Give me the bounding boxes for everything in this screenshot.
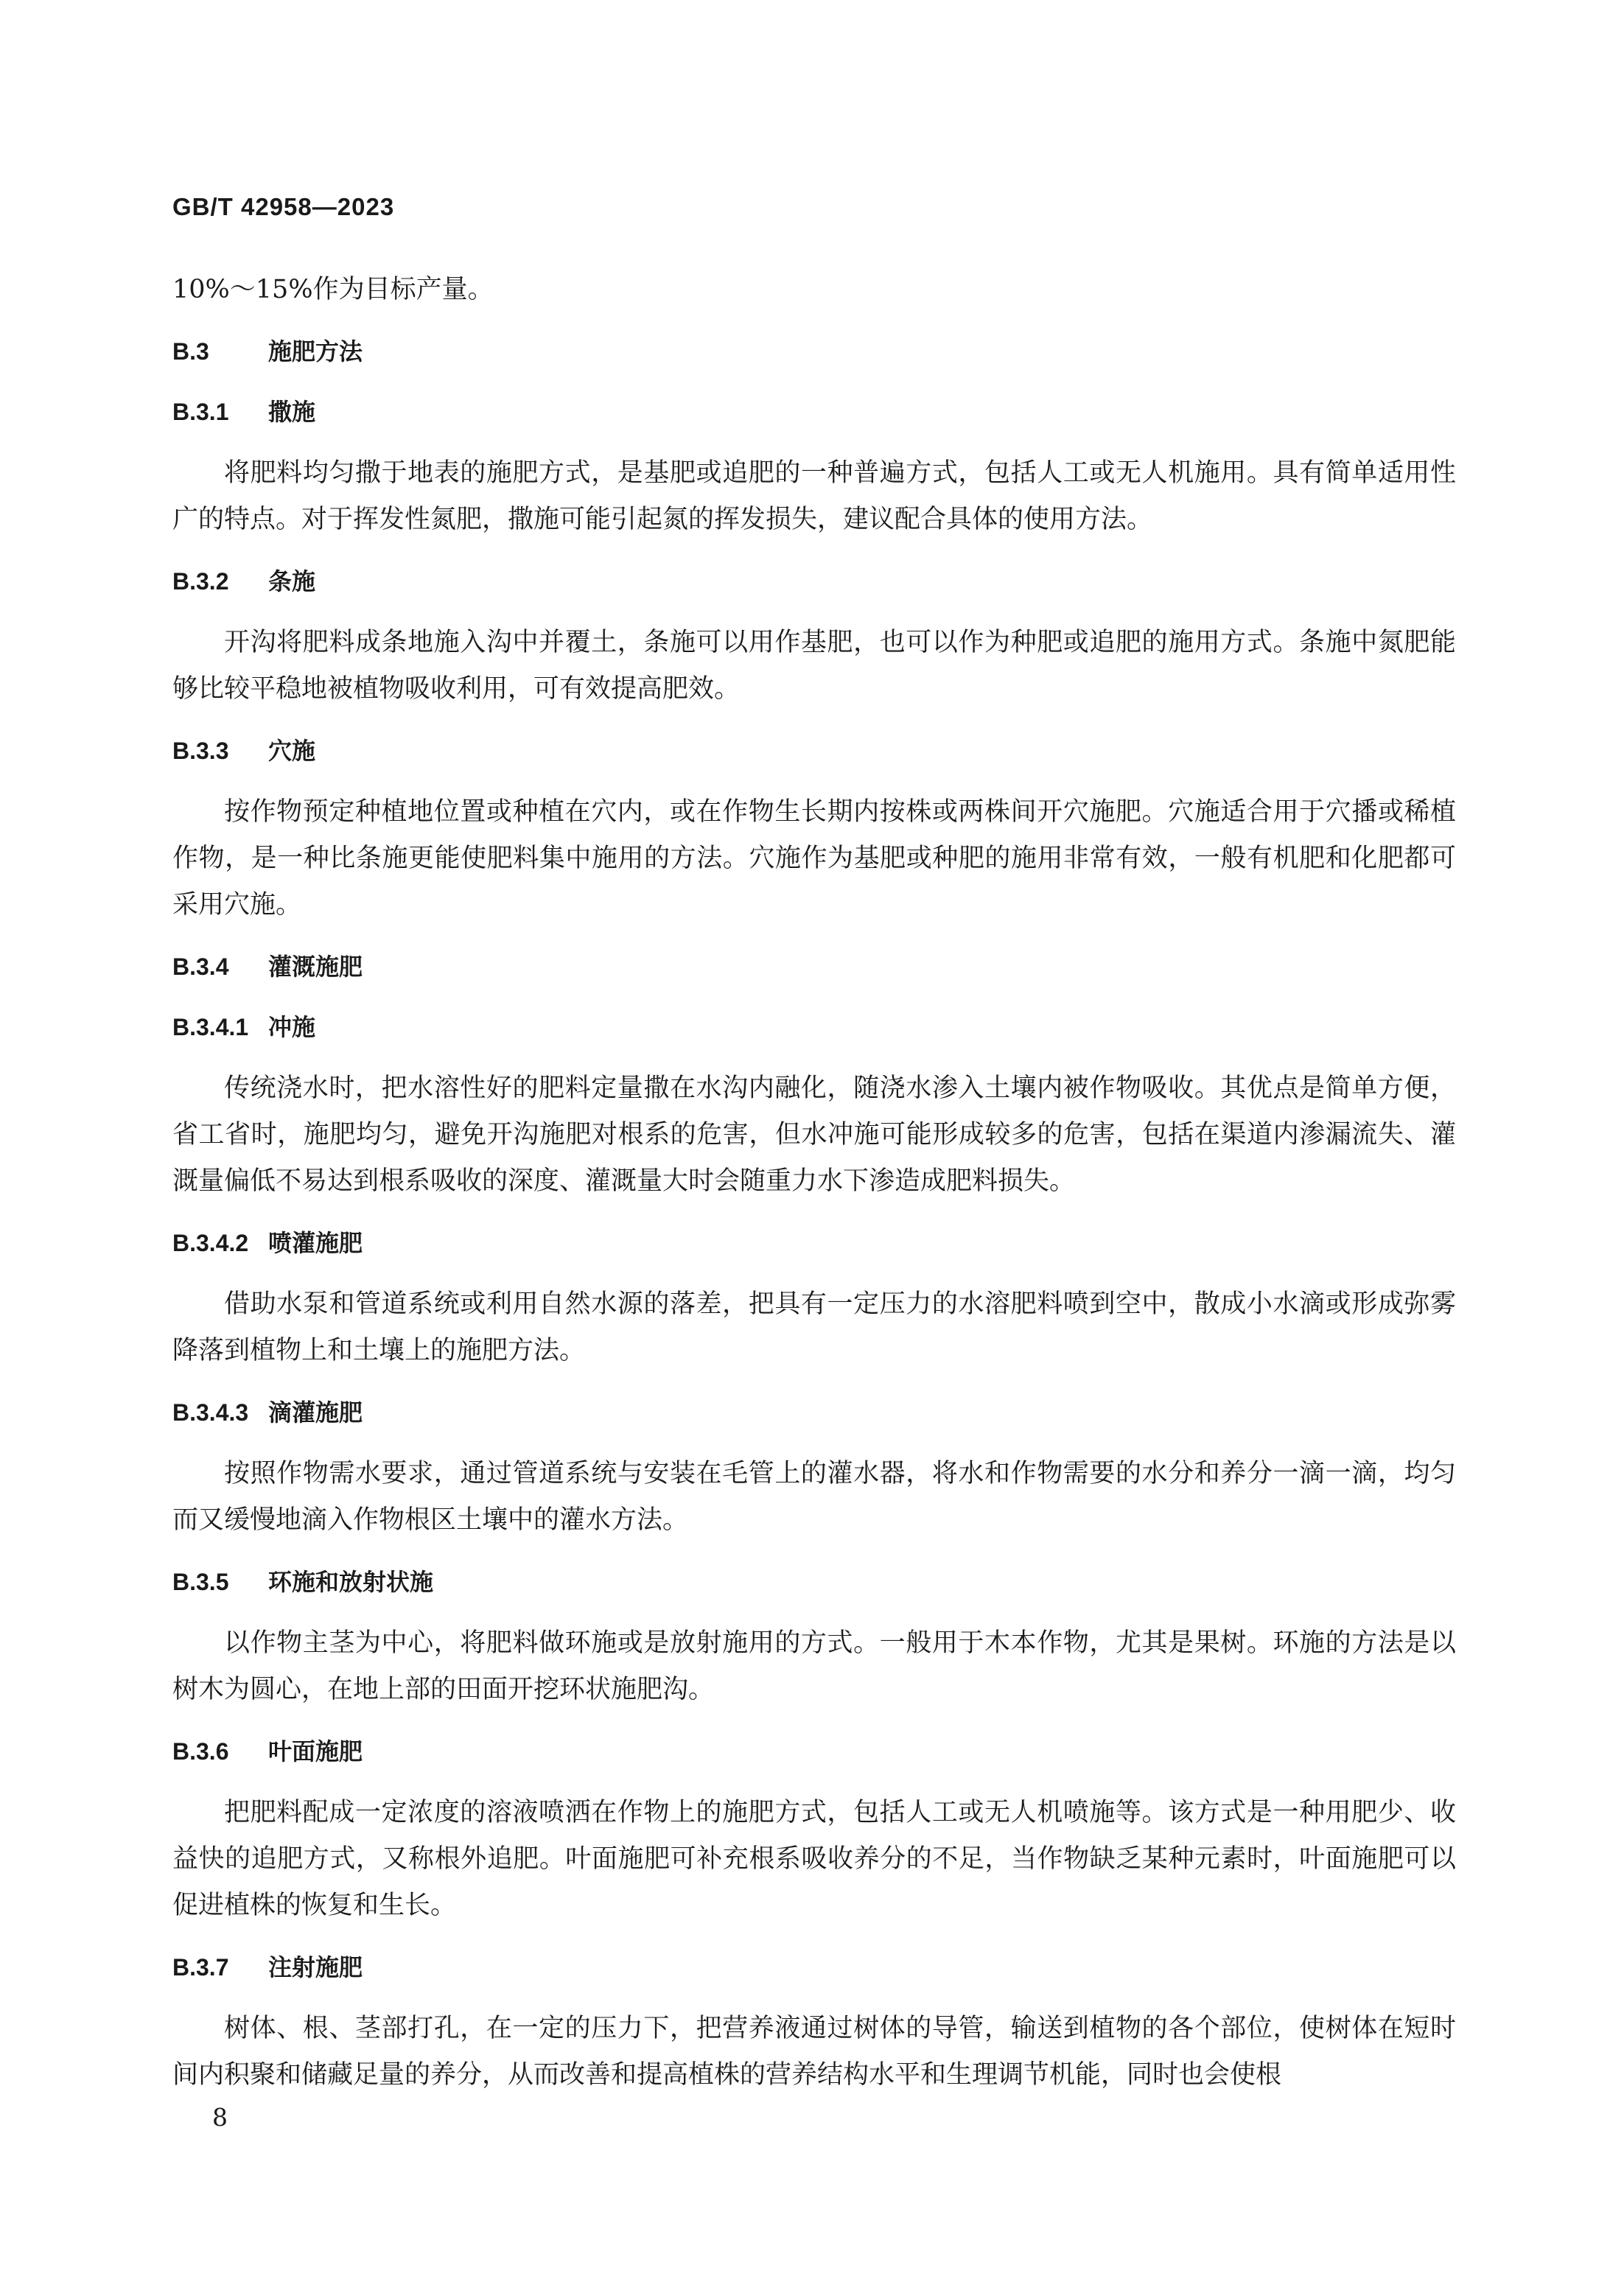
body-paragraph: 将肥料均匀撒于地表的施肥方式，是基肥或追肥的一种普遍方式，包括人工或无人机施用。具有简单适用性广的特点。对于挥发性氮肥，撒施可能引起氮的挥发损失，建议配合具体的使用方法。 [172,458,1456,534]
body-paragraph: 开沟将肥料成条地施入沟中并覆土，条施可以用作基肥，也可以作为种肥或追肥的施用方式。条施中氮肥能够比较平稳地被植物吸收利用，可有效提高肥效。 [172,628,1456,704]
section-title: 穴施 [268,737,316,765]
section-number: B.3.1 [172,399,229,425]
section-title: 撒施 [268,398,316,426]
section-number: B.3.4.2 [172,1230,249,1256]
section-number: B.3 [172,338,209,365]
body-paragraph: 把肥料配成一定浓度的溶液喷洒在作物上的施肥方式，包括人工或无人机喷施等。该方式是一种用肥少、收益快的追肥方式，又称根外追肥。叶面施肥可补充根系吸收养分的不足，当作物缺乏某种元素时，叶面施肥可以促进植株的恢复和生长。 [172,1798,1456,1920]
section-number: B.3.5 [172,1569,229,1595]
body-paragraph: 以作物主茎为中心，将肥料做环施或是放射施用的方式。一般用于木本作物，尤其是果树。环施的方法是以树木为圆心，在地上部的田面开挖环状施肥沟。 [172,1628,1456,1704]
body-paragraph: 按照作物需水要求，通过管道系统与安装在毛管上的灌水器，将水和作物需要的水分和养分一滴一滴，均匀而又缓慢地滴入作物根区土壤中的灌水方法。 [172,1459,1456,1535]
section-title: 环施和放射状施 [268,1568,434,1596]
body-paragraph: 借助水泵和管道系统或利用自然水源的落差，把具有一定压力的水溶肥料喷到空中，散成小水滴或形成弥雾降落到植物上和土壤上的施肥方法。 [172,1289,1456,1365]
body-paragraph: 树体、根、茎部打孔，在一定的压力下，把营养液通过树体的导管，输送到植物的各个部位，使树体在短时间内积聚和储藏足量的养分，从而改善和提高植株的营养结构水平和生理调节机能，同时也会使根 [172,2014,1456,2090]
section-number: B.3.7 [172,1954,229,1981]
section-heading [172,1945,1456,1989]
body-paragraph: 按作物预定种植地位置或种植在穴内，或在作物生长期内按株或两株间开穴施肥。穴施适合用于穴播或稀植作物，是一种比条施更能使肥料集中施用的方法。穴施作为基肥或种肥的施用非常有效，一般有机肥和化肥都可采用穴施。 [172,797,1456,920]
section-number: B.3.2 [172,568,229,595]
document-body [172,267,1456,2115]
section-heading [172,1729,1456,1774]
section-number: B.3.3 [172,738,229,764]
section-number: B.3.6 [172,1738,229,1765]
standard-code: GB/T 42958—2023 [172,193,395,220]
page-number: 8 [212,2103,228,2132]
section-heading [172,945,1456,989]
section-heading [172,1390,1456,1435]
section-title: 喷灌施肥 [268,1229,363,1257]
section-title: 施肥方法 [268,337,363,365]
section-title: 条施 [268,567,316,595]
section-heading [172,559,1456,603]
section-heading [172,329,1456,374]
section-title: 叶面施肥 [268,1737,363,1765]
section-heading [172,390,1456,434]
section-title: 注射施肥 [268,1953,363,1981]
section-heading [172,1221,1456,1265]
section-title: 灌溉施肥 [268,953,363,981]
body-paragraph: 10%～15%作为目标产量。 [172,275,494,304]
section-title: 冲施 [268,1013,316,1041]
section-title: 滴灌施肥 [268,1398,363,1426]
section-heading [172,1005,1456,1049]
section-heading [172,1560,1456,1604]
section-heading [172,729,1456,773]
section-number: B.3.4 [172,953,229,980]
section-number: B.3.4.1 [172,1014,249,1040]
body-paragraph: 传统浇水时，把水溶性好的肥料定量撒在水沟内融化，随浇水渗入土壤内被作物吸收。其优点是简单方便，省工省时，施肥均匀，避免开沟施肥对根系的危害，但水冲施可能形成较多的危害，包括在渠道内渗漏流失、灌溉量偏低不易达到根系吸收的深度、灌溉量大时会随重力水下渗造成肥料损失。 [172,1074,1456,1196]
section-number: B.3.4.3 [172,1399,249,1426]
